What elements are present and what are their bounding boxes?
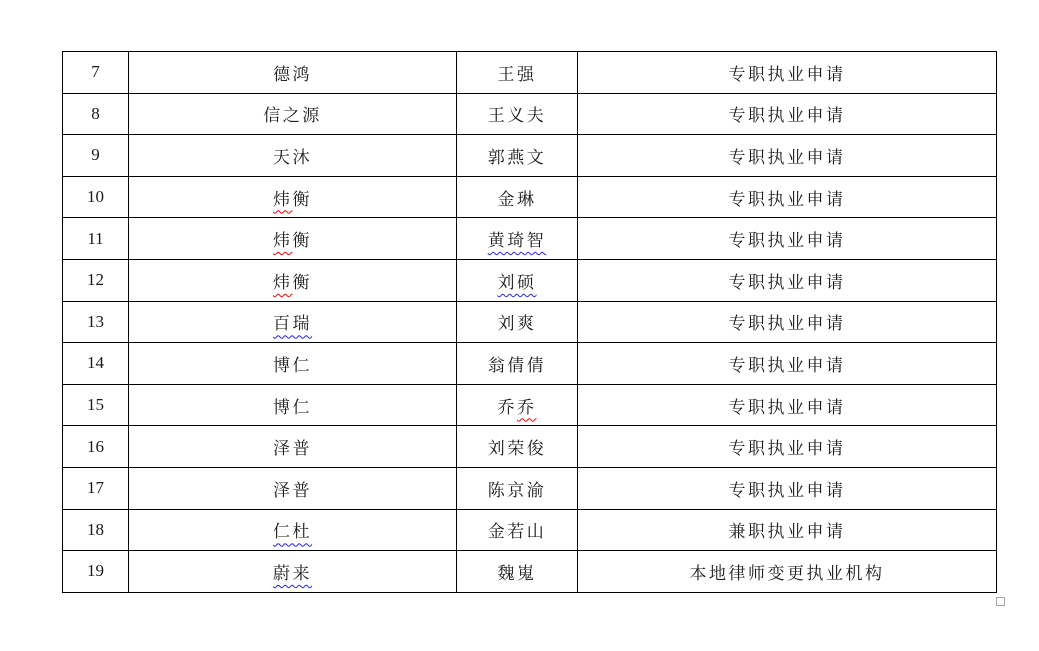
applications-table (62, 51, 997, 593)
row-number-cell[interactable] (63, 467, 129, 509)
cell-text: 10 (87, 187, 104, 207)
cell-text: 乔 (497, 397, 517, 417)
firm-name-cell[interactable] (129, 509, 457, 551)
table-resize-handle-icon[interactable] (996, 597, 1005, 606)
application-type-cell[interactable] (578, 509, 997, 551)
grammar-error-text: 仁杜 (273, 522, 312, 542)
table-row (63, 176, 997, 218)
table-row (63, 301, 997, 343)
firm-name-cell[interactable] (129, 343, 457, 385)
cell-text: 17 (87, 478, 104, 498)
cell-text: 泽普 (273, 439, 312, 459)
cell-text: 兼职执业申请 (728, 522, 846, 542)
lawyer-name-cell[interactable] (457, 301, 578, 343)
table-row (63, 135, 997, 177)
table-row (63, 259, 997, 301)
cell-text: 郭燕文 (487, 147, 547, 167)
spelling-error-text: 炜 (273, 272, 293, 292)
grammar-error-text: 黄琦智 (487, 231, 547, 251)
lawyer-name-cell[interactable] (457, 467, 578, 509)
row-number-cell[interactable] (63, 426, 129, 468)
firm-name-cell[interactable] (129, 176, 457, 218)
cell-text: 12 (87, 270, 104, 290)
application-type-cell[interactable] (578, 218, 997, 260)
table-row (63, 551, 997, 593)
lawyer-name-cell[interactable] (457, 176, 578, 218)
cell-text: 15 (87, 395, 104, 415)
table-row (63, 384, 997, 426)
grammar-error-text: 刘硕 (497, 272, 537, 292)
application-type-cell[interactable] (578, 426, 997, 468)
firm-name-cell[interactable] (129, 384, 457, 426)
row-number-cell[interactable] (63, 135, 129, 177)
table-body (63, 52, 997, 593)
cell-text: 13 (87, 311, 104, 331)
lawyer-name-cell[interactable] (457, 384, 578, 426)
lawyer-name-cell[interactable] (457, 509, 578, 551)
cell-text: 衡 (292, 272, 312, 292)
application-type-cell[interactable] (578, 384, 997, 426)
spelling-error-text: 乔 (517, 397, 537, 417)
cell-text: 刘荣俊 (487, 439, 547, 459)
firm-name-cell[interactable] (129, 218, 457, 260)
row-number-cell[interactable] (63, 301, 129, 343)
lawyer-name-cell[interactable] (457, 551, 578, 593)
cell-text: 信之源 (263, 106, 322, 126)
lawyer-name-cell[interactable] (457, 426, 578, 468)
grammar-error-text: 百瑞 (273, 314, 312, 334)
application-type-cell[interactable] (578, 176, 997, 218)
row-number-cell[interactable] (63, 176, 129, 218)
table-row (63, 509, 997, 551)
cell-text: 金琳 (497, 189, 537, 209)
cell-text: 专职执业申请 (728, 106, 846, 126)
cell-text: 专职执业申请 (728, 189, 846, 209)
application-type-cell[interactable] (578, 93, 997, 135)
firm-name-cell[interactable] (129, 135, 457, 177)
table-row (63, 467, 997, 509)
cell-text: 专职执业申请 (728, 272, 846, 292)
application-type-cell[interactable] (578, 135, 997, 177)
row-number-cell[interactable] (63, 384, 129, 426)
cell-text: 魏嵬 (497, 563, 537, 583)
cell-text: 7 (91, 62, 100, 82)
row-number-cell[interactable] (63, 93, 129, 135)
cell-text: 泽普 (273, 480, 312, 500)
cell-text: 14 (87, 353, 104, 373)
cell-text: 8 (91, 103, 100, 123)
cell-text: 11 (87, 228, 104, 248)
lawyer-name-cell[interactable] (457, 135, 578, 177)
cell-text: 博仁 (273, 397, 312, 417)
cell-text: 衡 (292, 231, 312, 251)
cell-text: 专职执业申请 (728, 314, 846, 334)
cell-text: 天沐 (273, 147, 312, 167)
cell-text: 王义夫 (487, 106, 547, 126)
firm-name-cell[interactable] (129, 467, 457, 509)
cell-text: 刘爽 (497, 314, 537, 334)
table-row (63, 218, 997, 260)
firm-name-cell[interactable] (129, 52, 457, 94)
lawyer-name-cell[interactable] (457, 343, 578, 385)
cell-text: 专职执业申请 (728, 439, 846, 459)
row-number-cell[interactable] (63, 343, 129, 385)
grammar-error-text: 蔚来 (273, 563, 312, 583)
cell-text: 博仁 (273, 355, 312, 375)
application-type-cell[interactable] (578, 259, 997, 301)
table-row (63, 52, 997, 94)
cell-text: 专职执业申请 (728, 231, 846, 251)
lawyer-name-cell[interactable] (457, 218, 578, 260)
row-number-cell[interactable] (63, 52, 129, 94)
lawyer-name-cell[interactable] (457, 52, 578, 94)
application-type-cell[interactable] (578, 343, 997, 385)
cell-text: 翁倩倩 (487, 355, 547, 375)
cell-text: 9 (91, 145, 100, 165)
application-type-cell[interactable] (578, 467, 997, 509)
cell-text: 德鸿 (273, 64, 312, 84)
cell-text: 专职执业申请 (728, 480, 846, 500)
cell-text: 16 (87, 436, 104, 456)
firm-name-cell[interactable] (129, 551, 457, 593)
spelling-error-text: 炜 (273, 231, 293, 251)
cell-text: 18 (87, 519, 104, 539)
firm-name-cell[interactable] (129, 259, 457, 301)
lawyer-name-cell[interactable] (457, 259, 578, 301)
firm-name-cell[interactable] (129, 301, 457, 343)
cell-text: 专职执业申请 (728, 147, 846, 167)
cell-text: 王强 (497, 64, 537, 84)
row-number-cell[interactable] (63, 509, 129, 551)
cell-text: 陈京渝 (487, 480, 547, 500)
cell-text: 本地律师变更执业机构 (689, 563, 885, 583)
application-type-cell[interactable] (578, 551, 997, 593)
row-number-cell[interactable] (63, 259, 129, 301)
cell-text: 19 (87, 561, 104, 581)
table-row (63, 93, 997, 135)
spelling-error-text: 炜 (273, 189, 293, 209)
cell-text: 金若山 (487, 522, 547, 542)
application-type-cell[interactable] (578, 52, 997, 94)
table-row (63, 343, 997, 385)
row-number-cell[interactable] (63, 218, 129, 260)
cell-text: 衡 (292, 189, 312, 209)
cell-text: 专职执业申请 (728, 64, 846, 84)
table-row (63, 426, 997, 468)
cell-text: 专职执业申请 (728, 397, 846, 417)
cell-text: 专职执业申请 (728, 355, 846, 375)
firm-name-cell[interactable] (129, 426, 457, 468)
firm-name-cell[interactable] (129, 93, 457, 135)
row-number-cell[interactable] (63, 551, 129, 593)
application-type-cell[interactable] (578, 301, 997, 343)
lawyer-name-cell[interactable] (457, 93, 578, 135)
